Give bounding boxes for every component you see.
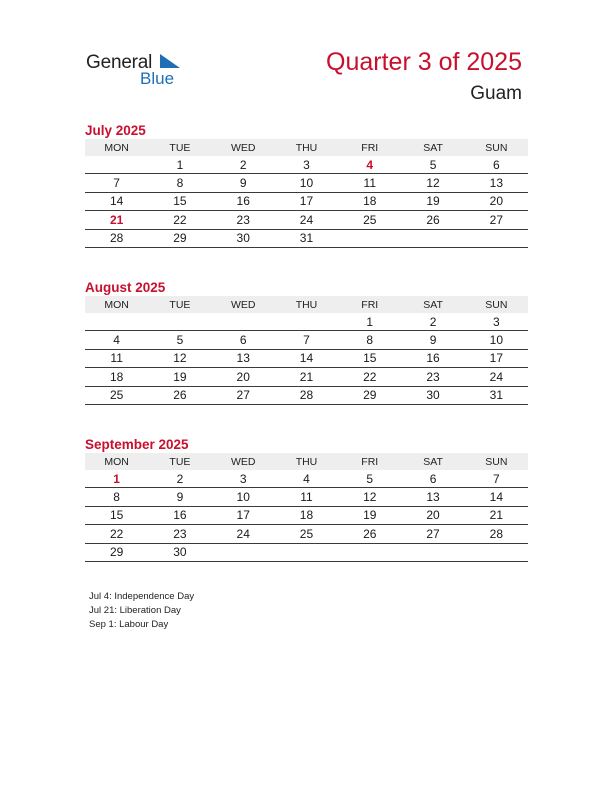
day-cell: 28	[465, 525, 528, 543]
day-cell: 16	[148, 506, 211, 524]
day-cell: 5	[148, 331, 211, 349]
weekday-header: SAT	[401, 139, 464, 156]
empty-day-cell	[401, 229, 464, 247]
day-cell: 22	[85, 525, 148, 543]
day-cell: 2	[401, 313, 464, 331]
weekday-header: WED	[212, 296, 275, 313]
week-row	[85, 156, 528, 174]
weekday-header: SUN	[465, 453, 528, 470]
week-row	[85, 349, 528, 367]
week-row	[85, 331, 528, 349]
calendar-table	[85, 453, 528, 562]
day-cell: 18	[275, 506, 338, 524]
day-cell: 13	[212, 349, 275, 367]
day-cell: 15	[85, 506, 148, 524]
page-title: Quarter 3 of 2025	[326, 48, 522, 76]
day-cell: 4	[275, 470, 338, 488]
holiday-note: Jul 21: Liberation Day	[89, 605, 181, 616]
calendar-table	[85, 296, 528, 405]
day-cell: 30	[212, 229, 275, 247]
day-cell: 8	[338, 331, 401, 349]
day-cell: 16	[212, 192, 275, 210]
day-cell: 29	[85, 543, 148, 561]
day-cell: 28	[275, 386, 338, 404]
day-cell: 13	[401, 488, 464, 506]
empty-day-cell	[275, 313, 338, 331]
weekday-header: THU	[275, 296, 338, 313]
weekday-header-row	[85, 453, 528, 470]
day-cell: 24	[212, 525, 275, 543]
week-row	[85, 488, 528, 506]
day-cell: 9	[212, 174, 275, 192]
day-cell: 6	[465, 156, 528, 174]
empty-day-cell	[212, 313, 275, 331]
day-cell: 18	[85, 368, 148, 386]
day-cell: 14	[85, 192, 148, 210]
day-cell: 13	[465, 174, 528, 192]
empty-day-cell	[401, 543, 464, 561]
day-cell: 16	[401, 349, 464, 367]
day-cell: 11	[338, 174, 401, 192]
day-cell: 22	[148, 211, 211, 229]
week-row	[85, 386, 528, 404]
weekday-header: SUN	[465, 296, 528, 313]
weekday-header: MON	[85, 296, 148, 313]
day-cell: 11	[85, 349, 148, 367]
weekday-header: SUN	[465, 139, 528, 156]
day-cell: 12	[338, 488, 401, 506]
day-cell: 7	[275, 331, 338, 349]
day-cell: 7	[85, 174, 148, 192]
day-cell: 21	[465, 506, 528, 524]
day-cell: 8	[85, 488, 148, 506]
day-cell: 26	[338, 525, 401, 543]
weekday-header: WED	[212, 453, 275, 470]
day-cell: 19	[148, 368, 211, 386]
weekday-header: MON	[85, 453, 148, 470]
day-cell: 28	[85, 229, 148, 247]
day-cell: 31	[275, 229, 338, 247]
day-cell: 1	[338, 313, 401, 331]
day-cell: 6	[212, 331, 275, 349]
day-cell: 10	[465, 331, 528, 349]
day-cell: 3	[212, 470, 275, 488]
day-cell: 17	[465, 349, 528, 367]
empty-day-cell	[338, 543, 401, 561]
week-row	[85, 192, 528, 210]
weekday-header: FRI	[338, 139, 401, 156]
logo-triangle-icon	[160, 54, 180, 68]
day-cell: 19	[338, 506, 401, 524]
day-cell: 12	[148, 349, 211, 367]
day-cell: 10	[212, 488, 275, 506]
weekday-header: MON	[85, 139, 148, 156]
week-row	[85, 211, 528, 229]
day-cell: 20	[465, 192, 528, 210]
week-row	[85, 313, 528, 331]
weekday-header: FRI	[338, 296, 401, 313]
empty-day-cell	[148, 313, 211, 331]
region-name: Guam	[470, 83, 522, 104]
day-cell: 24	[275, 211, 338, 229]
day-cell: 7	[465, 470, 528, 488]
day-cell: 29	[148, 229, 211, 247]
day-cell: 18	[338, 192, 401, 210]
month-july	[85, 122, 528, 248]
day-cell: 20	[401, 506, 464, 524]
day-cell: 4	[338, 156, 401, 174]
month-september	[85, 436, 528, 562]
weekday-header: SAT	[401, 296, 464, 313]
week-row	[85, 229, 528, 247]
week-row	[85, 470, 528, 488]
day-cell: 17	[275, 192, 338, 210]
day-cell: 15	[148, 192, 211, 210]
day-cell: 4	[85, 331, 148, 349]
day-cell: 19	[401, 192, 464, 210]
month-title: July 2025	[85, 123, 146, 138]
day-cell: 20	[212, 368, 275, 386]
day-cell: 3	[275, 156, 338, 174]
empty-day-cell	[275, 543, 338, 561]
empty-day-cell	[212, 543, 275, 561]
weekday-header: SAT	[401, 453, 464, 470]
day-cell: 15	[338, 349, 401, 367]
week-row	[85, 506, 528, 524]
day-cell: 2	[212, 156, 275, 174]
weekday-header-row	[85, 296, 528, 313]
day-cell: 21	[85, 211, 148, 229]
day-cell: 23	[148, 525, 211, 543]
day-cell: 6	[401, 470, 464, 488]
day-cell: 5	[401, 156, 464, 174]
day-cell: 23	[212, 211, 275, 229]
day-cell: 8	[148, 174, 211, 192]
month-title: August 2025	[85, 280, 166, 295]
weekday-header-row	[85, 139, 528, 156]
day-cell: 9	[148, 488, 211, 506]
day-cell: 27	[212, 386, 275, 404]
day-cell: 25	[338, 211, 401, 229]
day-cell: 10	[275, 174, 338, 192]
holiday-note: Jul 4: Independence Day	[89, 591, 195, 602]
day-cell: 23	[401, 368, 464, 386]
weekday-header: TUE	[148, 139, 211, 156]
day-cell: 11	[275, 488, 338, 506]
day-cell: 1	[85, 470, 148, 488]
empty-day-cell	[465, 229, 528, 247]
day-cell: 12	[401, 174, 464, 192]
day-cell: 14	[275, 349, 338, 367]
day-cell: 30	[401, 386, 464, 404]
weekday-header: TUE	[148, 453, 211, 470]
weekday-header: WED	[212, 139, 275, 156]
day-cell: 27	[465, 211, 528, 229]
day-cell: 1	[148, 156, 211, 174]
day-cell: 24	[465, 368, 528, 386]
holiday-notes	[89, 590, 194, 632]
day-cell: 3	[465, 313, 528, 331]
calendar-table	[85, 139, 528, 248]
day-cell: 29	[338, 386, 401, 404]
day-cell: 26	[401, 211, 464, 229]
logo-text-blue: Blue	[140, 69, 175, 88]
month-title: September 2025	[85, 437, 189, 452]
logo-text-general: General	[86, 52, 153, 73]
day-cell: 14	[465, 488, 528, 506]
empty-day-cell	[85, 313, 148, 331]
logo	[86, 52, 196, 92]
week-row	[85, 368, 528, 386]
day-cell: 17	[212, 506, 275, 524]
holiday-note: Sep 1: Labour Day	[89, 619, 169, 630]
day-cell: 25	[275, 525, 338, 543]
day-cell: 26	[148, 386, 211, 404]
day-cell: 21	[275, 368, 338, 386]
month-august	[85, 279, 528, 405]
week-row	[85, 525, 528, 543]
empty-day-cell	[85, 156, 148, 174]
weekday-header: THU	[275, 453, 338, 470]
weekday-header: FRI	[338, 453, 401, 470]
week-row	[85, 174, 528, 192]
day-cell: 31	[465, 386, 528, 404]
day-cell: 9	[401, 331, 464, 349]
day-cell: 25	[85, 386, 148, 404]
day-cell: 5	[338, 470, 401, 488]
day-cell: 30	[148, 543, 211, 561]
empty-day-cell	[338, 229, 401, 247]
empty-day-cell	[465, 543, 528, 561]
weekday-header: THU	[275, 139, 338, 156]
day-cell: 22	[338, 368, 401, 386]
weekday-header: TUE	[148, 296, 211, 313]
week-row	[85, 543, 528, 561]
day-cell: 27	[401, 525, 464, 543]
day-cell: 2	[148, 470, 211, 488]
